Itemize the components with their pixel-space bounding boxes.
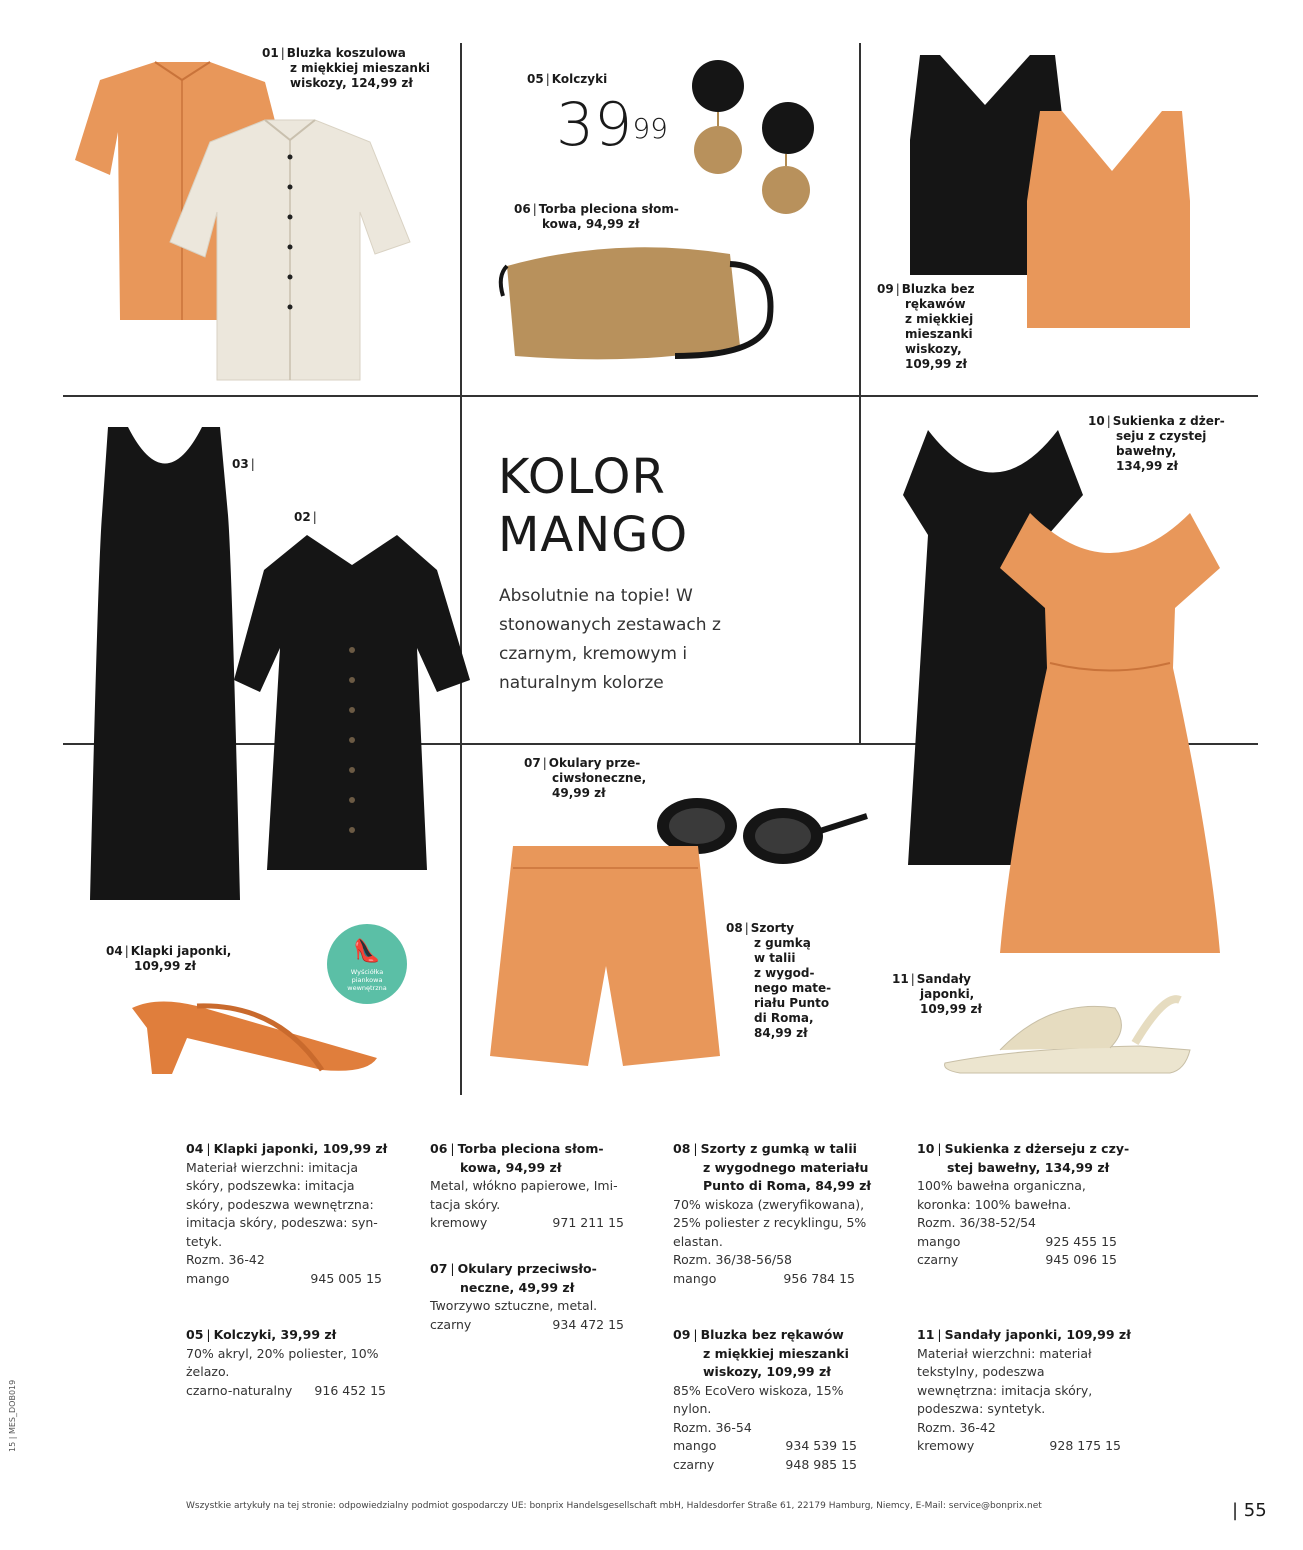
spec-desc-line: Rozm. 36-42 xyxy=(186,1252,265,1267)
caption-10: 10 | Sukienka z dżer- seju z czystej bawełny, 134,99 zł xyxy=(1088,414,1225,473)
spec-title: Sandały japonki, 109,99 zł xyxy=(944,1327,1131,1342)
spec-desc-line: tacja skóry. xyxy=(430,1196,501,1212)
spec-title-cont: z wygodnego materiału xyxy=(703,1159,869,1175)
caption-05: 05 | Kolczyki xyxy=(527,72,608,86)
caption-11: 11 | Sandały japonki, 109,99 zł xyxy=(892,972,982,1016)
caption-line: seju z czystej xyxy=(1116,429,1207,443)
caption-line: ciwsłoneczne, xyxy=(552,771,647,785)
spec-variant-row xyxy=(430,1214,630,1233)
caption-line: nego mate- xyxy=(754,981,832,995)
spec-variant-row xyxy=(917,1233,1149,1252)
page-headline xyxy=(498,448,688,564)
caption-line: 134,99 zł xyxy=(1116,459,1178,473)
caption-line: 49,99 zł xyxy=(552,786,606,800)
spec-title: Klapki japonki, 109,99 zł xyxy=(213,1141,388,1156)
spec-desc-line: Rozm. 36-54 xyxy=(673,1419,752,1435)
shoe-icon: 👠 xyxy=(353,939,381,964)
spec-title-cont: stej bawełny, 134,99 zł xyxy=(947,1159,1110,1175)
spec-desc-line: Materiał wierzchni: imitacja xyxy=(186,1159,358,1175)
spec-10: 10 | Sukienka z dżerseju z czy- stej bawełny, 134,99 zł 100% bawełna organiczna, koronka: 100% bawełna. Rozm. 36/38-52/54 mango 925 455 15 czarny 945 096 15 xyxy=(917,1140,1149,1270)
spec-title: Torba pleciona słom- xyxy=(457,1141,604,1156)
caption-line: di Roma, xyxy=(754,1011,814,1025)
caption-line: Bluzka koszulowa xyxy=(286,46,406,60)
spec-desc-line: Metal, włókno papierowe, Imi- xyxy=(430,1178,618,1193)
spec-title-cont: wiskozy, 109,99 zł xyxy=(703,1364,831,1379)
caption-line: mieszanki xyxy=(905,327,973,341)
caption-line: riału Punto xyxy=(754,996,830,1010)
spec-variant-row xyxy=(430,1316,630,1335)
spec-title-cont: neczne, 49,99 zł xyxy=(460,1279,575,1295)
spec-09: 09 | Bluzka bez rękawów z miękkiej mieszanki wiskozy, 109,99 zł 85% EcoVero wiskoza, 15% nylon. Rozm. 36-54 mango 934 539 15 czarny 948 985 15 xyxy=(673,1326,893,1474)
caption-line: z wygod- xyxy=(754,966,815,980)
product-03-black-maxi-dress[interactable] xyxy=(80,425,250,905)
spec-desc-line: tetyk. xyxy=(186,1233,223,1249)
badge-line-3: wewnętrzna xyxy=(347,984,387,992)
caption-line: wiskozy, 124,99 zł xyxy=(290,76,413,90)
grid-rule-vertical-right-mid xyxy=(859,396,861,744)
variant-color: mango xyxy=(186,1270,230,1286)
caption-number: 08 xyxy=(726,921,743,935)
variant-color: czarno-naturalny xyxy=(186,1382,293,1398)
spec-desc-line: skóry, podeszwa wewnętrzna: xyxy=(186,1196,374,1212)
variant-code: 934 539 15 xyxy=(785,1438,857,1453)
product-09-orange-top[interactable] xyxy=(1022,106,1202,331)
caption-line: kowa, 94,99 zł xyxy=(542,217,640,231)
caption-08: 08 | Szorty z gumką w talii z wygod- nego mate- riału Punto di Roma, 84,99 zł xyxy=(726,921,832,1040)
caption-line: Torba pleciona słom- xyxy=(538,202,679,216)
spec-number: 07 xyxy=(430,1261,448,1276)
caption-number: 09 xyxy=(877,282,894,296)
caption-number: 01 xyxy=(262,46,279,60)
spec-number: 11 xyxy=(917,1327,935,1342)
caption-line: Bluzka bez xyxy=(901,282,975,296)
spec-title: Okulary przeciwsło- xyxy=(457,1261,597,1276)
spec-number: 06 xyxy=(430,1141,448,1156)
spec-desc-line: Rozm. 36/38-56/58 xyxy=(673,1252,793,1267)
spec-desc-line: 70% wiskoza (zweryfikowana), xyxy=(673,1196,865,1212)
spec-variant-row xyxy=(917,1251,1149,1270)
variant-color: czarny xyxy=(673,1456,715,1472)
price-main: 39 xyxy=(556,90,633,160)
variant-color: kremowy xyxy=(917,1438,975,1453)
spec-11: 11 | Sandały japonki, 109,99 zł Materiał wierzchni: materiał tekstylny, podeszwa wewnętrzna: imitacja skóry, podeszwa: syntetyk. Rozm. 36-42 kremowy 928 175 15 xyxy=(917,1326,1149,1456)
spec-07: 07 | Okulary przeciwsło- neczne, 49,99 zł Tworzywo sztuczne, metal. czarny 934 472 15 xyxy=(430,1260,630,1334)
spec-number: 04 xyxy=(186,1141,204,1156)
caption-line: Okulary prze- xyxy=(548,756,641,770)
spec-variant-row xyxy=(186,1382,398,1401)
caption-line: bawełny, xyxy=(1116,444,1177,458)
caption-line: 109,99 zł xyxy=(920,1002,982,1016)
caption-number: 06 xyxy=(514,202,531,216)
spec-title-cont: kowa, 94,99 zł xyxy=(460,1159,562,1175)
badge-line-1: Wyściółka xyxy=(350,968,384,976)
spec-variant-row xyxy=(673,1270,893,1289)
spec-number: 10 xyxy=(917,1141,935,1156)
caption-04: 04 | Klapki japonki, 109,99 zł xyxy=(106,944,232,973)
caption-number: 04 xyxy=(106,944,123,958)
caption-09: 09 | Bluzka bez rękawów z miękkiej mieszanki wiskozy, 109,99 zł xyxy=(877,282,975,371)
variant-code: 934 472 15 xyxy=(552,1316,624,1332)
caption-line: wiskozy, xyxy=(905,342,962,356)
caption-line: Sukienka z dżer- xyxy=(1112,414,1225,428)
spec-variant-row xyxy=(186,1270,398,1289)
spec-desc-line: skóry, podszewka: imitacja xyxy=(186,1178,355,1193)
caption-number: 10 xyxy=(1088,414,1105,428)
caption-03: 03 | xyxy=(232,457,255,471)
spec-number: 09 xyxy=(673,1327,691,1342)
caption-line: z gumką xyxy=(754,936,811,950)
caption-01: 01 | Bluzka koszulowa z miękkiej mieszanki wiskozy, 124,99 zł xyxy=(262,46,431,90)
variant-color: kremowy xyxy=(430,1215,488,1230)
variant-code: 956 784 15 xyxy=(783,1270,855,1286)
legal-footer: Wszystkie artykuły na tej stronie: odpowiedzialny podmiot gospodarczy UE: bonprix Handelsgesellschaft mbH, Haldesdorfer Straße 61, 22179 Hamburg, Niemcy, E-Mail: service@bonprix.net xyxy=(186,1501,1042,1511)
variant-code: 925 455 15 xyxy=(1045,1233,1117,1249)
earrings-big-price xyxy=(556,90,668,160)
variant-color: czarny xyxy=(430,1316,472,1332)
variant-code: 928 175 15 xyxy=(1049,1438,1121,1453)
badge-line-2: piankowa xyxy=(351,976,383,984)
variant-color: mango xyxy=(673,1438,717,1453)
spec-variant-row xyxy=(673,1456,893,1475)
caption-line: Sandały xyxy=(916,972,971,986)
spec-desc-line: podeszwa: syntetyk. xyxy=(917,1401,1046,1416)
spec-desc-line: nylon. xyxy=(673,1401,712,1416)
caption-line: Klapki japonki, xyxy=(130,944,232,958)
spec-desc-line: Materiał wierzchni: materiał xyxy=(917,1345,1092,1361)
caption-line: 109,99 zł xyxy=(905,357,967,371)
caption-number: 05 xyxy=(527,72,544,86)
product-01-cream-shirt[interactable] xyxy=(165,112,415,382)
product-10-orange-dress[interactable] xyxy=(995,508,1225,958)
spec-05: 05 | Kolczyki, 39,99 zł 70% akryl, 20% poliester, 10% żelazo. czarno-naturalny 916 452 15 xyxy=(186,1326,398,1400)
caption-line: Szorty xyxy=(750,921,795,935)
spec-desc-line: tekstylny, podeszwa xyxy=(917,1364,1045,1379)
caption-line: Kolczyki xyxy=(551,72,608,86)
insole-badge xyxy=(327,924,407,1004)
spec-desc-line: 70% akryl, 20% poliester, 10% xyxy=(186,1345,379,1361)
price-cents: 99 xyxy=(632,112,668,145)
side-catalog-code: 15 | MES_DOB019 xyxy=(8,1379,17,1452)
spec-desc-line: Rozm. 36/38-52/54 xyxy=(917,1215,1037,1230)
product-04-orange-heeled-flip-flop[interactable] xyxy=(127,998,387,1078)
spec-title: Szorty z gumką w talii xyxy=(700,1141,857,1156)
variant-color: mango xyxy=(917,1233,961,1249)
spec-desc-line: wewnętrzna: imitacja skóry, xyxy=(917,1382,1093,1398)
variant-code: 945 005 15 xyxy=(310,1270,382,1286)
headline-line-2: MANGO xyxy=(498,507,689,563)
page-number: | 55 xyxy=(1232,1500,1267,1521)
spec-title: Bluzka bez rękawów xyxy=(700,1327,844,1342)
variant-code: 916 452 15 xyxy=(314,1382,386,1398)
spec-number: 05 xyxy=(186,1327,204,1342)
caption-number: 11 xyxy=(892,972,909,986)
spec-desc-line: 25% poliester z recyklingu, 5% xyxy=(673,1215,867,1230)
product-08-orange-shorts[interactable] xyxy=(488,846,723,1071)
caption-number: 03 xyxy=(232,457,249,471)
caption-line: 84,99 zł xyxy=(754,1026,808,1040)
spec-title: Sukienka z dżerseju z czy- xyxy=(944,1141,1130,1156)
spec-desc-line: 85% EcoVero wiskoza, 15% xyxy=(673,1382,844,1398)
caption-line: w talii xyxy=(754,951,796,965)
spec-variant-row xyxy=(673,1437,893,1456)
spec-04: 04 | Klapki japonki, 109,99 zł Materiał wierzchni: imitacja skóry, podszewka: imitacja skóry, podeszwa wewnętrzna: imitacja skóry, podeszwa: syn- tetyk. Rozm. 36-42 mango 945 005 15 xyxy=(186,1140,398,1288)
variant-code: 971 211 15 xyxy=(552,1215,624,1230)
caption-line: z miękkiej xyxy=(905,312,974,326)
spec-desc-line: żelazo. xyxy=(186,1364,230,1379)
caption-06: 06 | Torba pleciona słom- kowa, 94,99 zł xyxy=(514,202,679,231)
spec-title: Kolczyki, 39,99 zł xyxy=(213,1327,337,1342)
spec-08: 08 | Szorty z gumką w talii z wygodnego materiału Punto di Roma, 84,99 zł 70% wiskoza (zweryfikowana), 25% poliester z recyklingu, 5% elastan. Rozm. 36/38-56/58 mango 956 784 15 xyxy=(673,1140,893,1288)
caption-line: japonki, xyxy=(920,987,975,1001)
spec-desc-line: koronka: 100% bawełna. xyxy=(917,1196,1072,1212)
variant-color: czarny xyxy=(917,1252,959,1267)
caption-line: z miękkiej mieszanki xyxy=(290,61,431,75)
spec-number: 08 xyxy=(673,1141,691,1156)
caption-07: 07 | Okulary prze- ciwsłoneczne, 49,99 zł xyxy=(524,756,647,800)
spec-desc-line: Tworzywo sztuczne, metal. xyxy=(430,1298,598,1313)
intro-text: Absolutnie na topie! W stonowanych zestawach z czarnym, kremowym i naturalnym kolorze xyxy=(499,586,721,693)
variant-code: 945 096 15 xyxy=(1045,1252,1117,1267)
caption-number: 07 xyxy=(524,756,541,770)
spec-desc-line: 100% bawełna organiczna, xyxy=(917,1178,1086,1193)
grid-rule-vertical-right xyxy=(859,43,861,395)
spec-variant-row xyxy=(917,1437,1149,1456)
spec-title-cont: z miękkiej mieszanki xyxy=(703,1345,849,1361)
spec-title-cont: Punto di Roma, 84,99 zł xyxy=(703,1178,872,1193)
variant-color: mango xyxy=(673,1270,717,1286)
caption-line: 109,99 zł xyxy=(134,959,196,973)
caption-line: rękawów xyxy=(905,297,966,311)
product-05-earrings[interactable] xyxy=(688,58,818,218)
spec-06: 06 | Torba pleciona słom- kowa, 94,99 zł Metal, włókno papierowe, Imi- tacja skóry. kremowy 971 211 15 xyxy=(430,1140,630,1233)
caption-number: 02 xyxy=(294,510,311,524)
variant-code: 948 985 15 xyxy=(785,1456,857,1472)
headline-line-1: KOLOR xyxy=(498,449,666,505)
product-02-black-button-dress[interactable] xyxy=(232,530,472,875)
grid-rule-horizontal-top xyxy=(63,395,1258,397)
spec-desc-line: Rozm. 36-42 xyxy=(917,1419,996,1435)
spec-desc-line: elastan. xyxy=(673,1233,723,1249)
product-06-straw-bag[interactable] xyxy=(495,236,785,376)
spec-desc-line: imitacja skóry, podeszwa: syn- xyxy=(186,1215,378,1230)
caption-02: 02 | xyxy=(294,510,317,524)
